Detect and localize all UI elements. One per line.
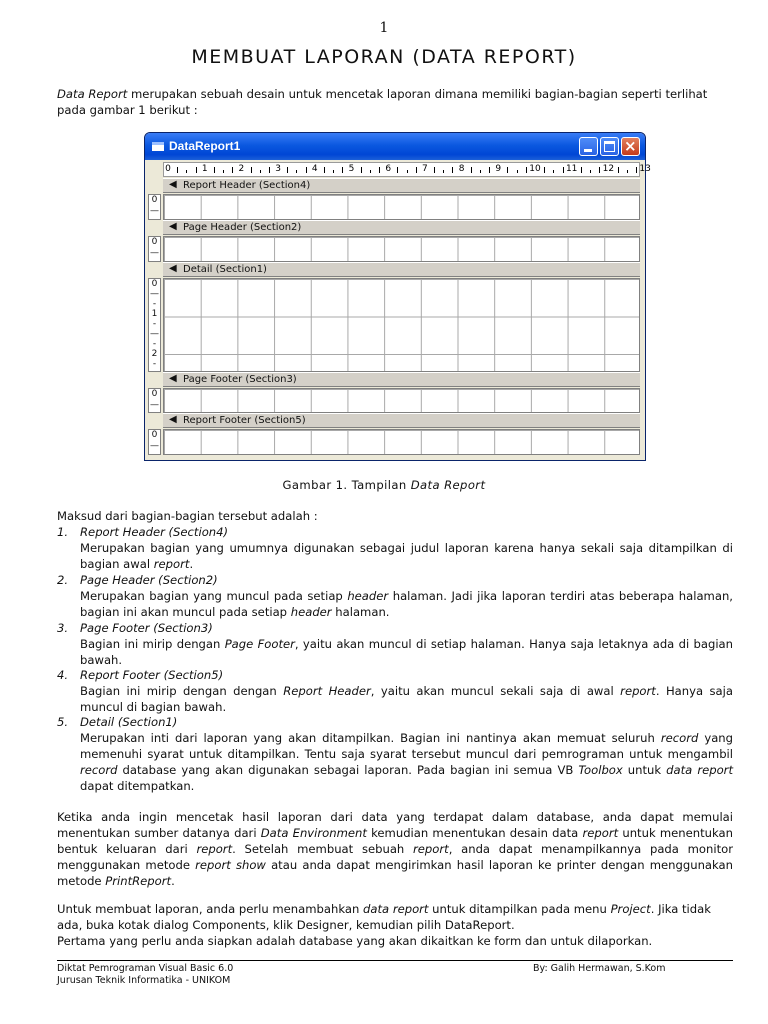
ruler-label: 8 — [458, 164, 465, 174]
maximize-icon — [604, 141, 615, 152]
ruler-label: 7 — [422, 164, 428, 174]
collapse-arrow-icon: ◀ — [169, 373, 177, 384]
vertical-ruler: 0 — — [148, 194, 161, 220]
ruler-tick — [507, 167, 508, 173]
ruler-tick — [471, 167, 472, 173]
ruler-label: 11 — [565, 164, 578, 174]
ruler-tick — [517, 170, 518, 173]
band-detail[interactable]: ◀ Detail (Section1) — [163, 262, 640, 277]
ruler-tick — [563, 167, 564, 173]
band-page-header[interactable]: ◀ Page Header (Section2) — [163, 220, 640, 235]
ruler-tick — [379, 167, 380, 173]
ruler-tick — [553, 170, 554, 173]
footer-left: Diktat Pemrograman Visual Basic 6.0 Jurusan Teknik Informatika - UNIKOM — [57, 963, 234, 986]
ruler-label: 3 — [275, 164, 281, 174]
ruler-tick — [416, 167, 417, 173]
ruler-tick — [581, 167, 582, 173]
ruler-tick — [443, 170, 444, 173]
ruler-tick — [269, 167, 270, 173]
ruler-label: 2 — [238, 164, 245, 174]
ruler-label: 10 — [529, 164, 541, 174]
ruler-tick — [434, 167, 435, 173]
ruler-tick — [370, 170, 371, 173]
ruler-label: 4 — [311, 164, 318, 174]
section-area-report-header[interactable] — [163, 194, 640, 220]
figure-caption: Gambar 1. Tampilan Data Report — [282, 478, 486, 492]
window-title: DataReport1 — [169, 139, 241, 153]
ruler-tick — [296, 170, 297, 173]
page-number: 1 — [379, 20, 389, 36]
ruler-label: 0 — [165, 164, 171, 174]
vertical-ruler: 0 — — [148, 236, 161, 262]
collapse-arrow-icon: ◀ — [169, 179, 177, 190]
ruler-tick — [342, 167, 343, 173]
collapse-arrow-icon: ◀ — [169, 263, 177, 274]
band-page-footer[interactable]: ◀ Page Footer (Section3) — [163, 372, 640, 387]
ruler-label: 5 — [348, 164, 355, 174]
ruler-tick — [489, 167, 490, 173]
report-designer — [148, 161, 651, 457]
ruler-tick — [186, 170, 187, 173]
paragraph-add-data-report: Untuk membuat laporan, anda perlu menambahkan data report untuk ditampilkan pada menu Project. Jika tidak ada, buka kotak dialog Components, klik Designer, kemudian pilih DataReport. Pertama yang perlu anda siapkan adalah database yang akan dikaitkan ke form dan untuk dilaporkan. — [57, 902, 711, 948]
band-report-footer[interactable]: ◀ Report Footer (Section5) — [163, 413, 640, 428]
ruler-tick — [526, 167, 527, 173]
ruler-tick — [590, 170, 591, 173]
ruler-tick — [214, 167, 215, 173]
band-report-header[interactable]: ◀ Report Header (Section4) — [163, 178, 640, 193]
ruler-tick — [636, 167, 637, 173]
footer-author: By: Galih Hermawan, S.Kom — [533, 963, 666, 974]
ruler-tick — [544, 167, 545, 173]
collapse-arrow-icon: ◀ — [169, 221, 177, 232]
ruler-tick — [618, 167, 619, 173]
vertical-ruler: 0 — — [148, 388, 161, 413]
vertical-ruler: 0 — — [148, 429, 161, 455]
ruler-tick — [177, 167, 178, 173]
list-intro: Maksud dari bagian-bagian tersebut adalah : — [57, 509, 318, 523]
vertical-ruler: 0 — - 1 - — - 2 - — [148, 278, 161, 372]
ruler-tick — [452, 167, 453, 173]
minimize-button[interactable] — [579, 137, 598, 156]
ruler-label: 12 — [602, 164, 615, 174]
section-area-detail[interactable] — [163, 278, 640, 372]
minimize-icon — [584, 149, 592, 152]
close-button[interactable] — [621, 137, 640, 156]
ruler-tick — [407, 170, 408, 173]
page-title: MEMBUAT LAPORAN (DATA REPORT) — [191, 46, 577, 68]
ruler-label: 1 — [201, 164, 208, 174]
ruler-tick — [361, 167, 362, 173]
ruler-label: 13 — [639, 164, 651, 174]
ruler-tick — [627, 170, 628, 173]
intro-paragraph: Data Report merupakan sebuah desain untuk mencetak laporan dimana memiliki bagian-bagian seperti terlihat pada gambar 1 berikut : — [57, 87, 708, 117]
horizontal-ruler — [163, 162, 651, 177]
ruler-tick — [196, 167, 197, 173]
section-area-page-header[interactable] — [163, 236, 640, 262]
maximize-button[interactable] — [600, 137, 619, 156]
ruler-tick — [306, 167, 307, 173]
ruler-tick — [232, 167, 233, 173]
section-area-page-footer[interactable] — [163, 388, 640, 413]
ruler-tick — [260, 170, 261, 173]
footer-divider — [57, 960, 733, 961]
ruler-tick — [287, 167, 288, 173]
ruler-label: 6 — [385, 164, 392, 174]
ruler-tick — [397, 167, 398, 173]
ruler-label: 9 — [495, 164, 502, 174]
collapse-arrow-icon: ◀ — [169, 414, 177, 425]
window-icon — [152, 142, 164, 151]
ruler-tick — [223, 170, 224, 173]
ruler-tick — [333, 170, 334, 173]
datareport-window — [144, 132, 651, 461]
ruler-tick — [599, 167, 600, 173]
window-titlebar[interactable] — [145, 133, 645, 160]
close-icon: × — [624, 137, 637, 155]
ruler-tick — [480, 170, 481, 173]
paragraph-report-methods: Ketika anda ingin mencetak hasil laporan dari data yang terdapat dalam database, anda dapat memulai menentukan sumber datanya dari Data Environment kemudian menentukan desain data report untuk menentukan bentuk keluaran dari report. Setelah membuat sebuah report, anda dapat menampilkannya pada monitor menggunakan metode report show atau anda dapat mengirimkan hasil laporan ke printer dengan menggunakan metode PrintReport. — [57, 810, 733, 888]
section-area-report-footer[interactable] — [163, 429, 640, 455]
ruler-tick — [251, 167, 252, 173]
ruler-tick — [324, 167, 325, 173]
